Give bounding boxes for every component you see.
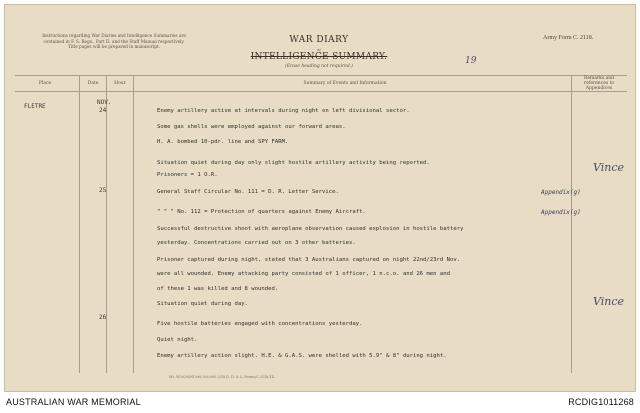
col-header-place: Place <box>38 81 52 86</box>
summary-line: " " " No. 112 = Protection of quarters against Enemy Aircraft. <box>157 209 366 215</box>
initials-signature: Vince <box>593 295 625 308</box>
summary-line: were all wounded. Enemy attacking party consisted of 1 officer, 1 n.c.o. and 26 men and <box>157 271 450 277</box>
summary-line: Some gas shells were employed against our forward areas. <box>157 124 346 130</box>
date-entry: 26 <box>99 314 107 321</box>
column-divider <box>106 75 107 373</box>
month-entry: NOV. <box>97 99 112 106</box>
instructions-note: Instructions regarding War Diaries and Intelligence Summaries are contained in F. S. Regs., Part II. and the Staff Manual respectively. Title pages will be prepared in manuscript. <box>42 33 186 50</box>
summary-line: Quiet night. <box>157 337 198 343</box>
column-divider <box>79 75 80 373</box>
initials-signature: Vince <box>593 161 625 174</box>
archive-reference: RCDIG1011268 <box>568 397 634 407</box>
appendix-reference: Appendix(g) <box>541 209 581 216</box>
summary-line: Situation quiet during day only slight hostile artillery activity being reported. <box>157 160 430 166</box>
diary-subtitle <box>249 52 389 62</box>
summary-line: General Staff Circular No. 111 = D. R. Letter Service. <box>157 189 339 195</box>
title-or: or <box>316 47 322 52</box>
summary-line: Enemy artillery action slight. H.E. & G.A.S. were shelled with 5.9" & 8" during night. <box>157 353 447 359</box>
summary-line: Five hostile batteries engaged with concentrations yesterday. <box>157 321 363 327</box>
col-header-remarks: Remarks and references to Appendices <box>583 76 615 91</box>
summary-line: Prisoner captured during night, stated that 3 Australians captured on night 22nd/23rd Nov. <box>157 257 461 263</box>
column-divider <box>571 75 572 373</box>
col-header-hour: Hour <box>114 81 126 86</box>
subtitle-text: INTELLIGENCE SUMMARY. <box>250 52 388 62</box>
col-header-summary: Summary of Events and Information <box>303 81 387 86</box>
col-header-date: Date <box>87 81 99 86</box>
summary-line: Prisoners = 1 O.R. <box>157 172 218 178</box>
summary-line: Situation quiet during day. <box>157 301 248 307</box>
diary-title: WAR DIARY <box>289 35 349 45</box>
summary-line: H. A. bombed 10-pdr. line and SPY FARM. <box>157 139 289 145</box>
diary-sheet <box>4 4 636 392</box>
erase-note: (Erase heading not required.) <box>285 64 353 69</box>
place-entry: FLETRE <box>24 103 46 110</box>
column-divider <box>133 75 134 373</box>
summary-line: Enemy artillery active at intervals during night on left divisional sector. <box>157 108 410 114</box>
archive-credit: AUSTRALIAN WAR MEMORIAL <box>6 397 141 407</box>
army-form-label: Army Form C. 2118. <box>543 35 594 41</box>
printer-imprint: Wt. W5929/M1096 500,000 2/18 D. D. & L. Forms/C.2118/14. <box>169 375 275 379</box>
summary-line: yesterday. Concentrations carried out on 3 other batteries. <box>157 240 356 246</box>
summary-line: of these 1 was killed and 8 wounded. <box>157 286 279 292</box>
appendix-reference: Appendix(g) <box>541 189 581 196</box>
page-number: 19 <box>465 56 477 66</box>
summary-line: Successful destructive shoot with aeroplane observation caused explosion in hostile battery <box>157 226 464 232</box>
date-entry: 25 <box>99 187 107 194</box>
date-entry: 24 <box>99 107 107 114</box>
